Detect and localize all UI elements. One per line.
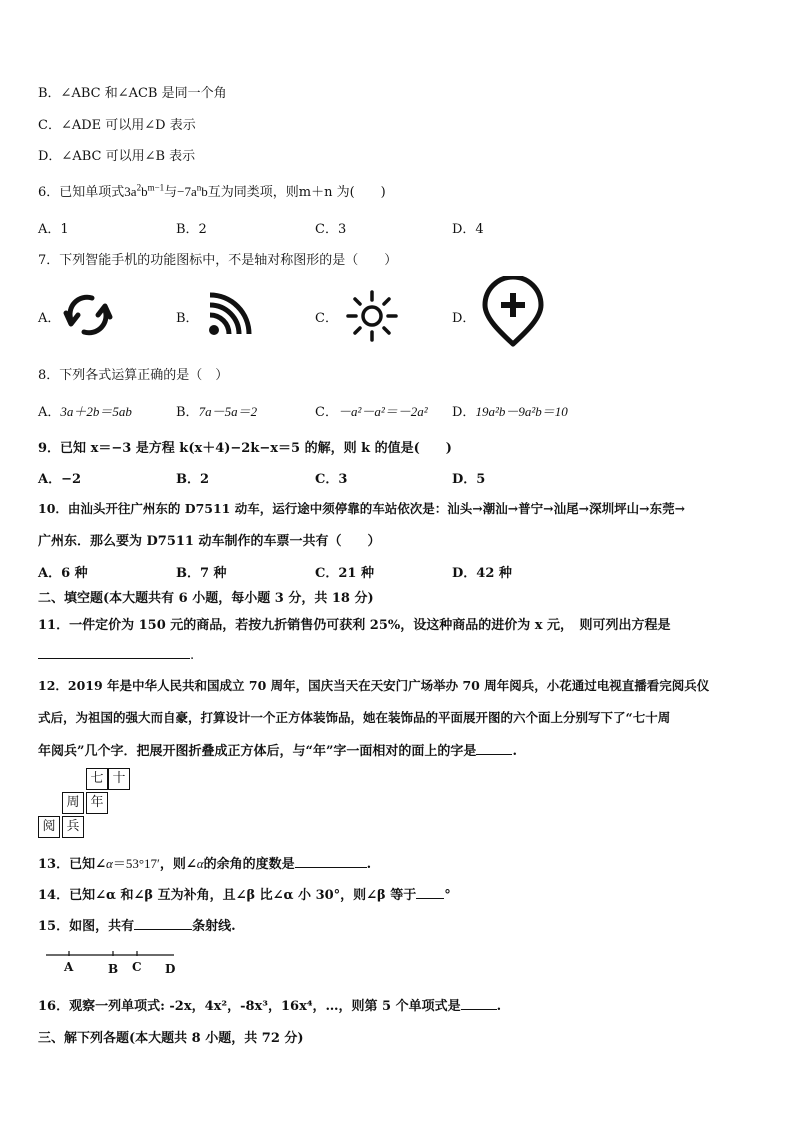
point-label-c: C [132, 960, 142, 974]
q12-stem-line1: 12．2019 年是中华人民共和国成立 70 周年，国庆当天在天安门广场举办 70 周年阅兵，小花通过电视直播看完阅兵仪 [38, 678, 710, 693]
q13-stem: 13．已知∠α＝53°17′，则∠α的余角的度数是 . [38, 856, 372, 872]
point-label-b: B [108, 962, 119, 976]
q10-option-a: A．6 种 [38, 566, 88, 581]
q7-stem: 7．下列智能手机的功能图标中，不是轴对称图形的是（ ） [38, 253, 398, 268]
q6-option-b: B．2 [176, 222, 207, 237]
signal-icon [205, 291, 253, 339]
q8-option-b: B．7a－5a＝2 [176, 404, 258, 420]
q11-answer-line: . [38, 646, 194, 663]
q8-option-a: A．3a＋2b＝5ab [38, 404, 132, 420]
q16-stem: 16．观察一列单项式: -2x，4x²，-8x³，16x⁴，…，则第 5 个单项式是 . [38, 999, 502, 1014]
q5-option-b: B．∠ABC 和∠ACB 是同一个角 [38, 86, 227, 101]
section-3-heading: 三、解下列各题(本大题共 8 小题，共 72 分) [38, 1031, 304, 1046]
q14-stem: 14．已知∠α 和∠β 互为补角，且∠β 比∠α 小 30°，则∠β 等于 ° [38, 888, 451, 903]
q6-stem: 6．已知单项式$3a^2b^{m-1}$与$-7a^nb$互为同类项，则m＋n 为( ) [38, 182, 386, 200]
q11-blank [38, 646, 190, 659]
q5-option-d: D．∠ABC 可以用∠B 表示 [38, 149, 196, 164]
q6-option-d: D．4 [452, 222, 484, 237]
net-cell: 年 [86, 792, 108, 814]
brightness-icon [346, 290, 398, 342]
q6-option-a: A．1 [38, 222, 69, 237]
q16-blank [461, 997, 497, 1010]
q10-option-b: B．7 种 [176, 566, 227, 581]
q12-stem-line3: 年阅兵”几个字．把展开图折叠成正方体后，与“年”字一面相对的面上的字是 . [38, 744, 517, 759]
q8-stem: 8．下列各式运算正确的是（ ） [38, 368, 229, 383]
q9-option-a: A．−2 [38, 472, 82, 487]
q6-option-c: C．3 [315, 222, 347, 237]
q10-stem-line1: 10．由汕头开往广州东的 D7511 动车，运行途中须停靠的车站依次是：汕头→潮汕→普宁→汕尾→深圳坪山→东莞→ [38, 501, 686, 516]
net-cell: 周 [62, 792, 84, 814]
q5-option-c: C．∠ADE 可以用∠D 表示 [38, 118, 196, 133]
q12-stem-line2: 式后，为祖国的强大而自豪，打算设计一个正方体装饰品，她在装饰品的平面展开图的六个面上分别写下了“七十周 [38, 710, 671, 725]
q7-option-d-label: D． [452, 311, 476, 326]
q9-stem: 9．已知 x＝−3 是方程 k(x＋4)−2k−x＝5 的解，则 k 的值是( ) [38, 441, 452, 456]
q7-option-a-label: A． [38, 311, 61, 326]
net-cell: 十 [108, 768, 130, 790]
q15-stem: 15．如图，共有 条射线. [38, 919, 236, 934]
net-cell: 阅 [38, 816, 60, 838]
q9-option-d: D．5 [452, 472, 486, 487]
q10-option-d: D．42 种 [452, 566, 512, 581]
location-add-icon [480, 276, 546, 348]
net-cell: 七 [86, 768, 108, 790]
q14-blank [416, 886, 444, 899]
q10-option-c: C．21 种 [315, 566, 374, 581]
q7-option-c-label: C． [315, 311, 338, 326]
q15-blank [134, 917, 192, 930]
q13-blank [295, 855, 367, 868]
q7-option-b-label: B． [176, 311, 199, 326]
q9-option-c: C．3 [315, 472, 348, 487]
q10-stem-line2: 广州东．那么要为 D7511 动车制作的车票一共有（ ） [38, 534, 381, 549]
point-label-d: D [165, 962, 176, 976]
q12-blank [476, 742, 512, 755]
q11-stem: 11．一件定价为 150 元的商品，若按九折销售仍可获利 25%，设这种商品的进价为 x 元， 则可列出方程是 [38, 618, 671, 633]
q8-option-c: C．－a²－a²＝－2a² [315, 404, 428, 420]
net-cell: 兵 [62, 816, 84, 838]
refresh-icon [62, 292, 114, 338]
q8-option-d: D．19a²b－9a²b＝10 [452, 404, 568, 420]
point-label-a: A [64, 960, 74, 974]
section-2-heading: 二、填空题(本大题共有 6 小题，每小题 3 分，共 18 分) [38, 591, 374, 606]
q9-option-b: B．2 [176, 472, 210, 487]
